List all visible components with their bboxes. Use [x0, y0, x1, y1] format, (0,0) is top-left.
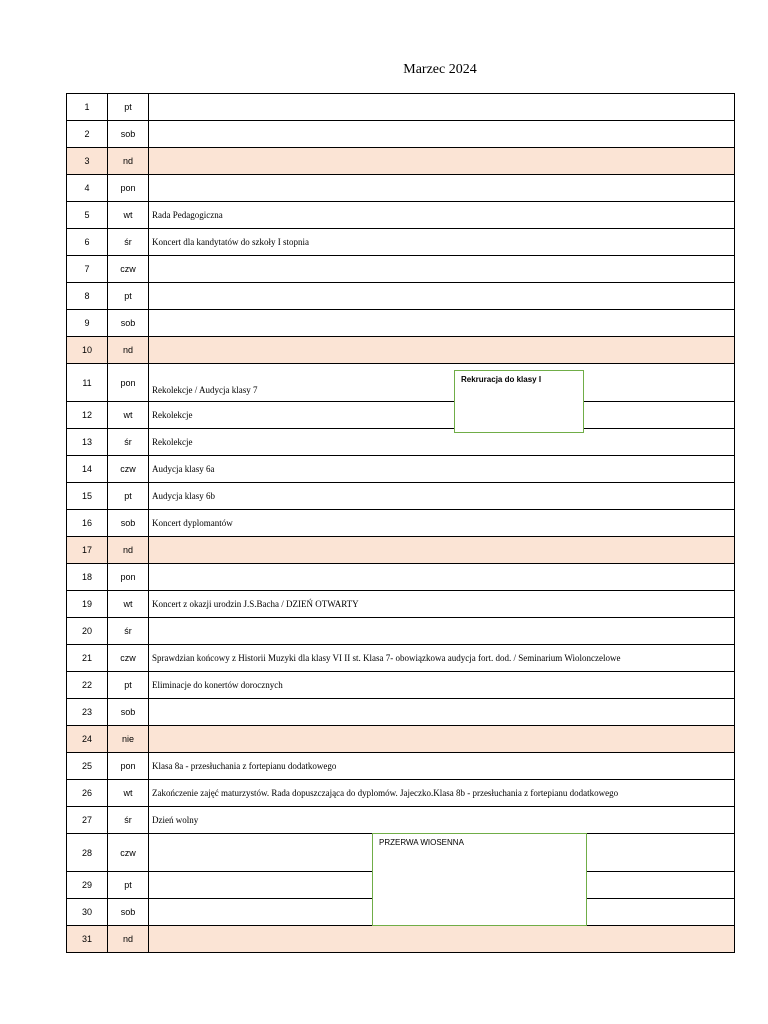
- weekday: pon: [108, 175, 149, 202]
- day-number: 3: [67, 148, 108, 175]
- event-text: Audycja klasy 6b: [149, 483, 735, 510]
- event-text: [149, 310, 735, 337]
- event-text: [149, 699, 735, 726]
- event-text: [149, 148, 735, 175]
- weekday: wt: [108, 591, 149, 618]
- weekday: pt: [108, 872, 149, 899]
- weekday: czw: [108, 456, 149, 483]
- day-number: 2: [67, 121, 108, 148]
- event-text: Rekolekcje: [149, 402, 735, 429]
- weekday: pt: [108, 94, 149, 121]
- calendar-row: [67, 175, 735, 202]
- weekday: nd: [108, 337, 149, 364]
- calendar-row: [67, 148, 735, 175]
- day-number: 17: [67, 537, 108, 564]
- event-text: [149, 537, 735, 564]
- weekday: nie: [108, 726, 149, 753]
- event-text: Rekolekcje / Audycja klasy 7: [149, 364, 735, 402]
- calendar-row: [67, 429, 735, 456]
- day-number: 19: [67, 591, 108, 618]
- day-number: 16: [67, 510, 108, 537]
- weekday: wt: [108, 780, 149, 807]
- weekday: pon: [108, 364, 149, 402]
- event-text: Koncert dyplomantów: [149, 510, 735, 537]
- weekday: pt: [108, 672, 149, 699]
- calendar-row: [67, 229, 735, 256]
- day-number: 15: [67, 483, 108, 510]
- day-number: 7: [67, 256, 108, 283]
- calendar-row: [67, 564, 735, 591]
- calendar-table: [66, 93, 735, 953]
- day-number: 30: [67, 899, 108, 926]
- weekday: śr: [108, 807, 149, 834]
- event-text: [149, 175, 735, 202]
- day-number: 29: [67, 872, 108, 899]
- calendar-row: [67, 256, 735, 283]
- calendar-row: [67, 402, 735, 429]
- calendar-row: [67, 283, 735, 310]
- day-number: 26: [67, 780, 108, 807]
- day-number: 14: [67, 456, 108, 483]
- event-text: [149, 564, 735, 591]
- event-text: [149, 926, 735, 953]
- weekday: pon: [108, 564, 149, 591]
- calendar-row: [67, 699, 735, 726]
- event-text: [149, 618, 735, 645]
- day-number: 13: [67, 429, 108, 456]
- day-number: 10: [67, 337, 108, 364]
- calendar-row: [67, 456, 735, 483]
- day-number: 6: [67, 229, 108, 256]
- day-number: 1: [67, 94, 108, 121]
- calendar-row: [67, 510, 735, 537]
- calendar-row: [67, 672, 735, 699]
- calendar-row: [67, 202, 735, 229]
- calendar-row: [67, 726, 735, 753]
- weekday: sob: [108, 310, 149, 337]
- weekday: nd: [108, 926, 149, 953]
- weekday: nd: [108, 537, 149, 564]
- event-text: Koncert dla kandytatów do szkoły I stopnia: [149, 229, 735, 256]
- event-text: Rada Pedagogiczna: [149, 202, 735, 229]
- day-number: 8: [67, 283, 108, 310]
- weekday: nd: [108, 148, 149, 175]
- weekday: sob: [108, 510, 149, 537]
- event-text: Dzień wolny: [149, 807, 735, 834]
- weekday: sob: [108, 699, 149, 726]
- event-text: Eliminacje do konertów dorocznych: [149, 672, 735, 699]
- weekday: śr: [108, 229, 149, 256]
- recruitment-note-text: Rekruracja do klasy I: [461, 375, 542, 384]
- day-number: 9: [67, 310, 108, 337]
- day-number: 22: [67, 672, 108, 699]
- calendar-row: [67, 753, 735, 780]
- event-text: Klasa 8a - przesłuchania z fortepianu dodatkowego: [149, 753, 735, 780]
- weekday: czw: [108, 256, 149, 283]
- day-number: 27: [67, 807, 108, 834]
- calendar-row: [67, 926, 735, 953]
- day-number: 25: [67, 753, 108, 780]
- weekday: wt: [108, 202, 149, 229]
- event-text: [149, 94, 735, 121]
- weekday: śr: [108, 618, 149, 645]
- event-text: Zakończenie zajęć maturzystów. Rada dopuszczająca do dyplomów. Jajeczko.Klasa 8b - przesłuchania z fortepianu dodatkowego: [149, 780, 735, 807]
- calendar-row: [67, 780, 735, 807]
- day-number: 18: [67, 564, 108, 591]
- weekday: sob: [108, 899, 149, 926]
- calendar-row: [67, 121, 735, 148]
- page-title: Marzec 2024: [403, 62, 477, 77]
- event-text: [149, 283, 735, 310]
- day-number: 5: [67, 202, 108, 229]
- day-number: 21: [67, 645, 108, 672]
- day-number: 28: [67, 834, 108, 872]
- calendar-row: [67, 94, 735, 121]
- day-number: 24: [67, 726, 108, 753]
- calendar-row: [67, 591, 735, 618]
- weekday: śr: [108, 429, 149, 456]
- event-text: [149, 121, 735, 148]
- event-text: [149, 256, 735, 283]
- day-number: 11: [67, 364, 108, 402]
- weekday: pt: [108, 283, 149, 310]
- day-number: 31: [67, 926, 108, 953]
- weekday: wt: [108, 402, 149, 429]
- weekday: sob: [108, 121, 149, 148]
- spring-break-note-text: PRZERWA WIOSENNA: [379, 838, 464, 847]
- day-number: 12: [67, 402, 108, 429]
- calendar-row: [67, 537, 735, 564]
- weekday: pt: [108, 483, 149, 510]
- event-text: Sprawdzian końcowy z Historii Muzyki dla klasy VI II st. Klasa 7- obowiązkowa audycja fort. dod. / Seminarium Wiolonczelowe: [149, 645, 735, 672]
- spring-break-note: [372, 833, 587, 926]
- day-number: 23: [67, 699, 108, 726]
- day-number: 20: [67, 618, 108, 645]
- day-number: 4: [67, 175, 108, 202]
- recruitment-note: [454, 370, 584, 433]
- calendar-row: [67, 364, 735, 402]
- calendar-row: [67, 618, 735, 645]
- calendar-row: [67, 483, 735, 510]
- weekday: czw: [108, 834, 149, 872]
- event-text: Audycja klasy 6a: [149, 456, 735, 483]
- event-text: [149, 726, 735, 753]
- event-text: Koncert z okazji urodzin J.S.Bacha / DZIEŃ OTWARTY: [149, 591, 735, 618]
- calendar-row: [67, 645, 735, 672]
- calendar-row: [67, 807, 735, 834]
- weekday: czw: [108, 645, 149, 672]
- weekday: pon: [108, 753, 149, 780]
- event-text: [149, 337, 735, 364]
- event-text: Rekolekcje: [149, 429, 735, 456]
- calendar-row: [67, 337, 735, 364]
- calendar-row: [67, 310, 735, 337]
